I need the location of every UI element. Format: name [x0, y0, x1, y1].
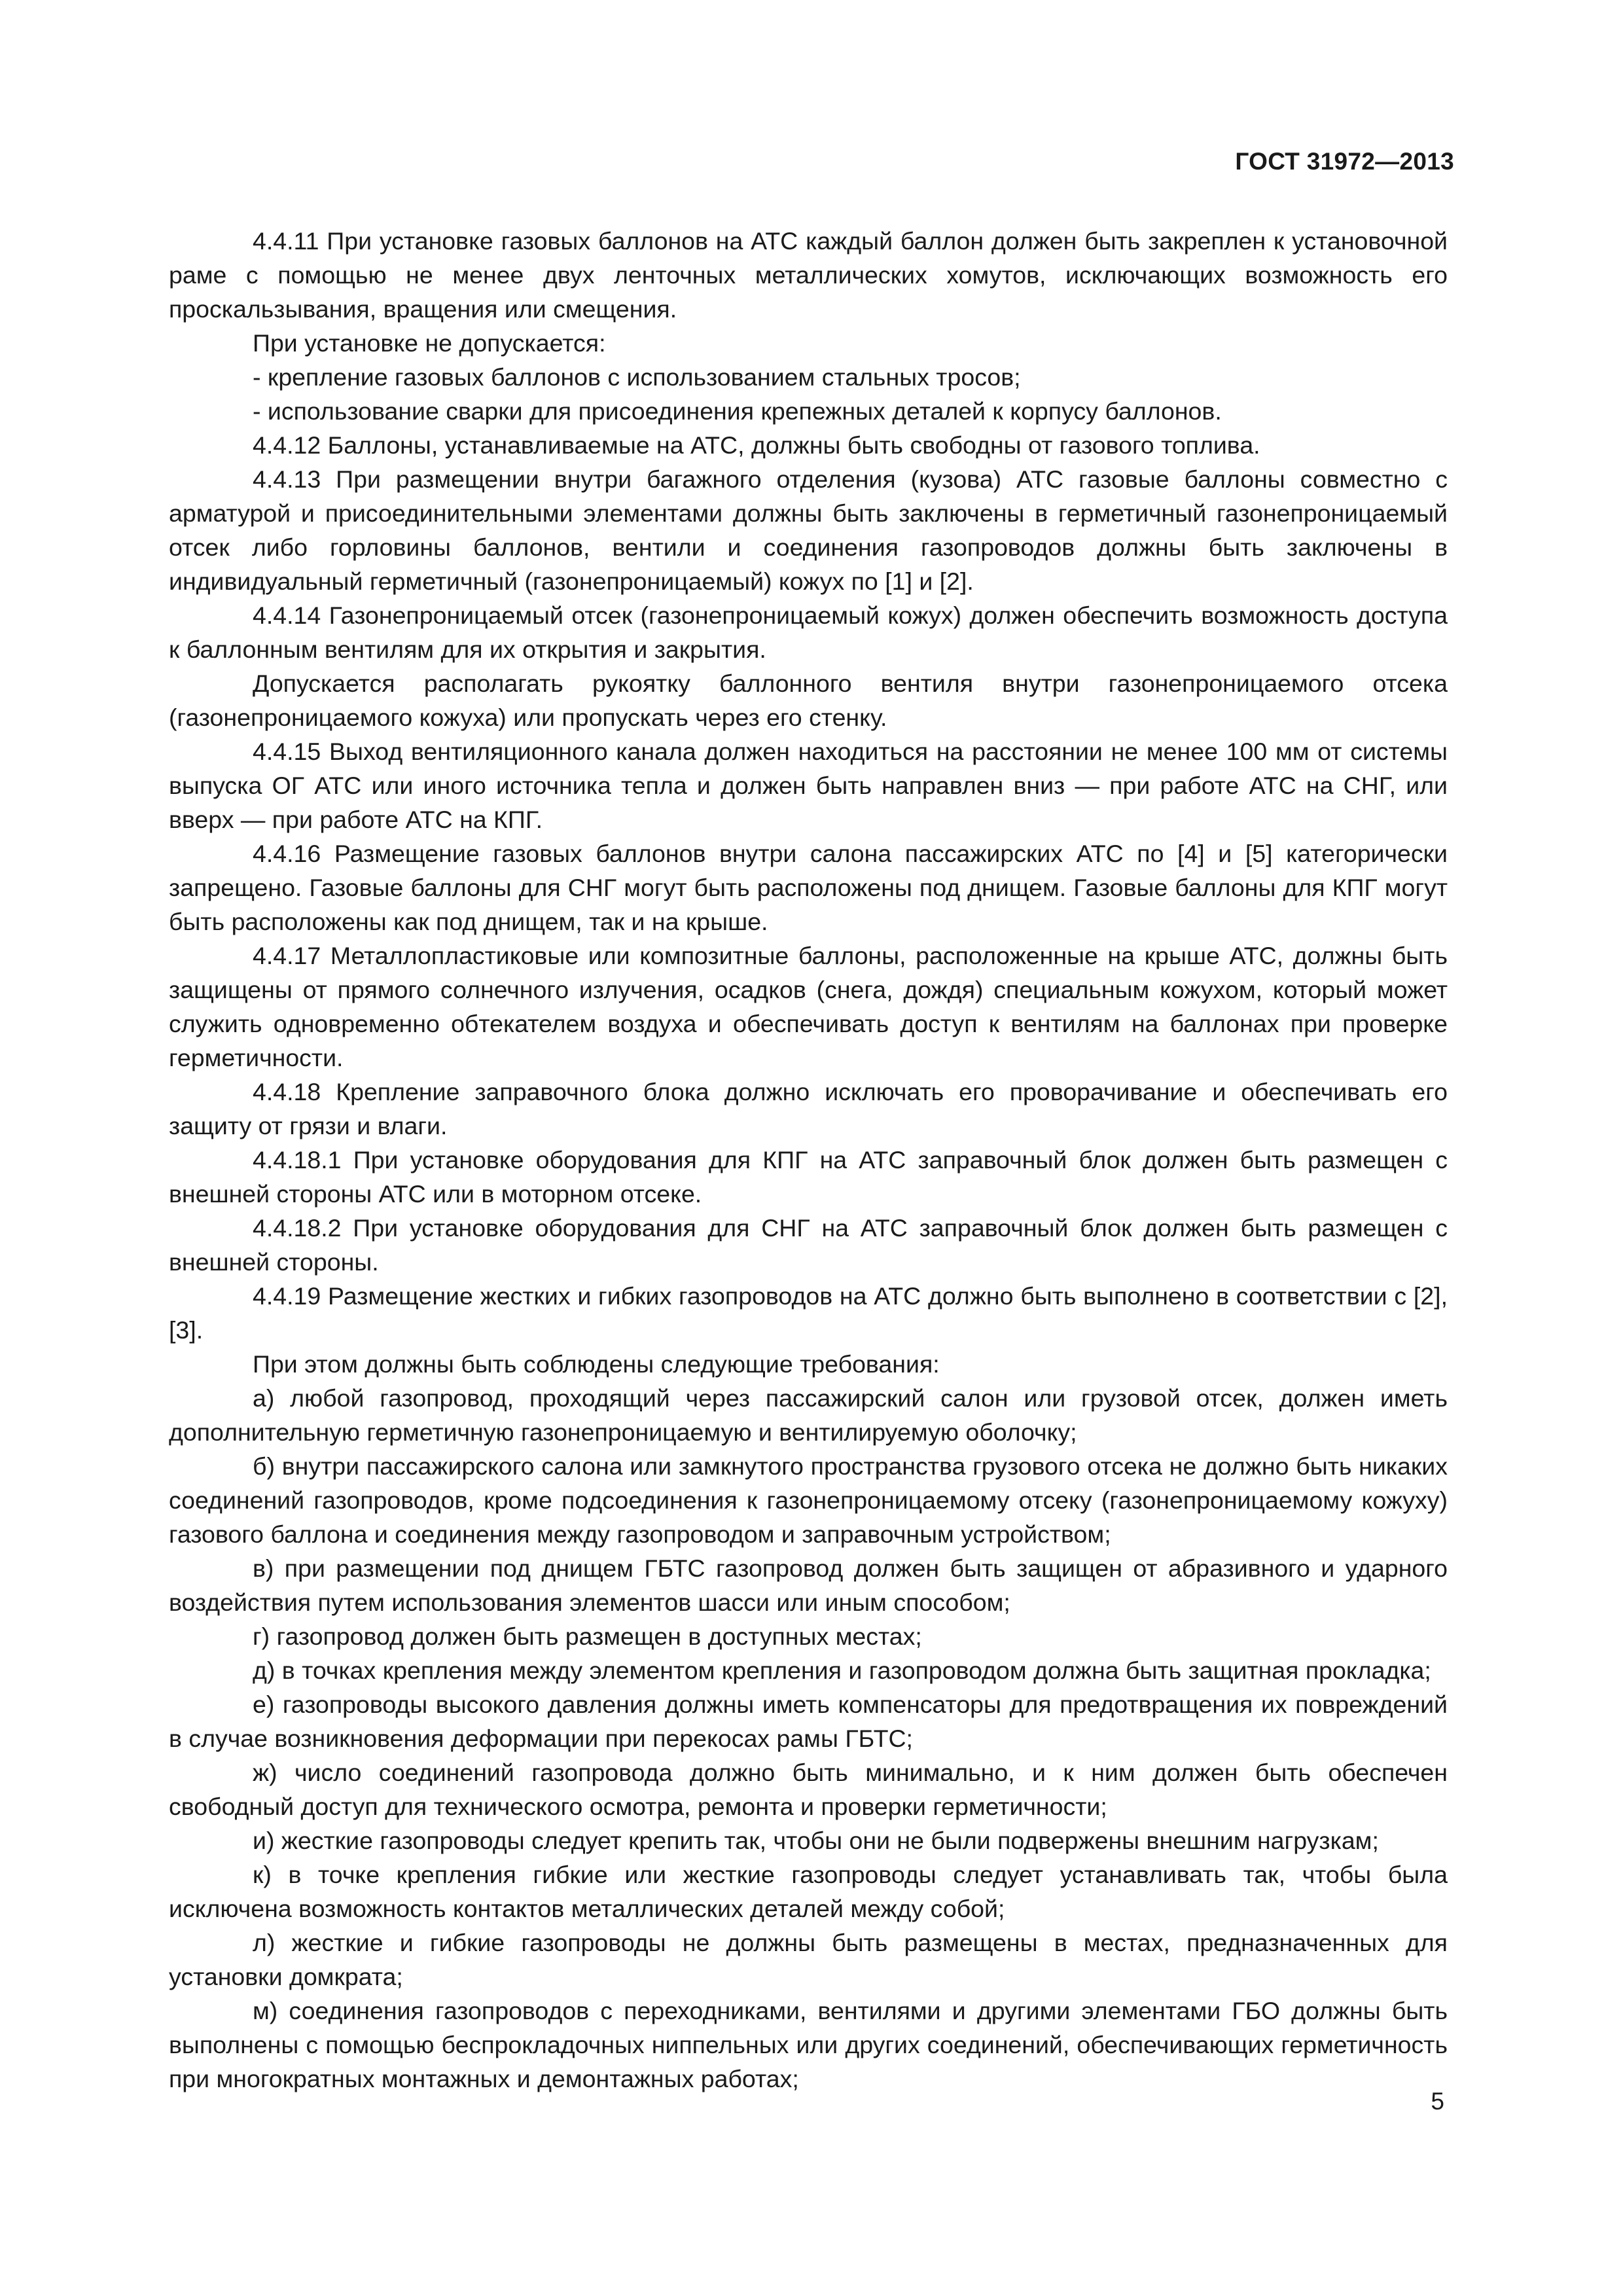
paragraph-4-4-18: 4.4.18 Крепление заправочного блока должно исключать его проворачивание и обеспечивать его защиту от грязи и влаги. — [169, 1078, 1448, 1139]
paragraph-not-allowed-intro: При установке не допускается: — [253, 329, 606, 357]
list-item-zh: ж) число соединений газопровода должно быть минимально, и к ним должен быть обеспечен свободный доступ для технического осмотра, ремонта и проверки герметичности; — [169, 1759, 1448, 1820]
paragraph-4-4-15: 4.4.15 Выход вентиляционного канала должен находиться на расстоянии не менее 100 мм от системы выпуска ОГ АТС или иного источника тепла и должен быть направлен вниз — при работе АТС на СНГ, или вверх — при работе АТС на КПГ. — [169, 738, 1448, 833]
paragraph-4-4-12: 4.4.12 Баллоны, устанавливаемые на АТС, должны быть свободны от газового топлива. — [253, 431, 1260, 459]
list-item-v: в) при размещении под днищем ГБТС газопровод должен быть защищен от абразивного и ударного воздействия путем использования элементов шасси или иным способом; — [169, 1554, 1448, 1616]
list-item-m: м) соединения газопроводов с переходниками, вентилями и другими элементами ГБО должны быть выполнены с помощью беспрокладочных ниппельных или других соединений, обеспечивающих герметичность при многократных монтажных и демонтажных работах; — [169, 1997, 1448, 2092]
paragraph-4-4-18-1: 4.4.18.1 При установке оборудования для КПГ на АТС заправочный блок должен быть размещен с внешней стороны АТС или в моторном отсеке. — [169, 1146, 1448, 1208]
paragraph-4-4-11: 4.4.11 При установке газовых баллонов на АТС каждый баллон должен быть закреплен к установочной раме с помощью не менее двух ленточных металлических хомутов, исключающих возможность его проскальзывания, вращения или смещения. — [169, 227, 1448, 323]
paragraph-4-4-17: 4.4.17 Металлопластиковые или композитные баллоны, расположенные на крыше АТС, должны быть защищены от прямого солнечного излучения, осадков (снега, дождя) специальным кожухом, который может служить одновременно обтекателем воздуха и обеспечивать доступ к вентилям на баллонах при проверке герметичности. — [169, 942, 1448, 1071]
list-item-d: д) в точках крепления между элементом крепления и газопроводом должна быть защитная прокладка; — [253, 1657, 1431, 1684]
page-number: 5 — [1431, 2088, 1444, 2115]
paragraph-4-4-19: 4.4.19 Размещение жестких и гибких газопроводов на АТС должно быть выполнено в соответствии с [2], [3]. — [169, 1282, 1448, 1344]
list-item-steel-cables: - крепление газовых баллонов с использованием стальных тросов; — [253, 363, 1021, 391]
paragraph-4-4-16: 4.4.16 Размещение газовых баллонов внутри салона пассажирских АТС по [4] и [5] категорически запрещено. Газовые баллоны для СНГ могут быть расположены под днищем. Газовые баллоны для КПГ могут быть расположены как под днищем, так и на крыше. — [169, 840, 1448, 935]
paragraph-4-4-14: 4.4.14 Газонепроницаемый отсек (газонепроницаемый кожух) должен обеспечить возможность доступа к баллонным вентилям для их открытия и закрытия. — [169, 601, 1448, 663]
list-item-l: л) жесткие и гибкие газопроводы не должны быть размещены в местах, предназначенных для установки домкрата; — [169, 1929, 1448, 1990]
list-item-i: и) жесткие газопроводы следует крепить так, чтобы они не были подвержены внешним нагрузкам; — [253, 1827, 1379, 1854]
paragraph-4-4-13: 4.4.13 При размещении внутри багажного отделения (кузова) АТС газовые баллоны совместно с арматурой и присоединительными элементами должны быть заключены в герметичный газонепроницаемый отсек либо горловины баллонов, вентили и соединения газопроводов должны быть заключены в индивидуальный герметичный (газонепроницаемый) кожух по [1] и [2]. — [169, 465, 1448, 595]
paragraph-requirements-intro: При этом должны быть соблюдены следующие требования: — [253, 1350, 940, 1378]
list-item-g: г) газопровод должен быть размещен в доступных местах; — [253, 1623, 922, 1650]
paragraph-4-4-18-2: 4.4.18.2 При установке оборудования для СНГ на АТС заправочный блок должен быть размещен с внешней стороны. — [169, 1214, 1448, 1276]
standard-number-header: ГОСТ 31972—2013 — [1235, 148, 1454, 175]
list-item-a: а) любой газопровод, проходящий через пассажирский салон или грузовой отсек, должен иметь дополнительную герметичную газонепроницаемую и вентилируемую оболочку; — [169, 1384, 1448, 1446]
list-item-k: к) в точке крепления гибкие или жесткие газопроводы следует устанавливать так, чтобы была исключена возможность контактов металлических деталей между собой; — [169, 1861, 1448, 1922]
document-body — [169, 224, 1448, 2096]
list-item-welding: - использование сварки для присоединения крепежных деталей к корпусу баллонов. — [253, 397, 1222, 425]
paragraph-valve-handle: Допускается располагать рукоятку баллонного вентиля внутри газонепроницаемого отсека (газонепроницаемого кожуха) или пропускать через его стенку. — [169, 670, 1448, 731]
list-item-e: е) газопроводы высокого давления должны иметь компенсаторы для предотвращения их повреждений в случае возникновения деформации при перекосах рамы ГБТС; — [169, 1691, 1448, 1752]
list-item-b: б) внутри пассажирского салона или замкнутого пространства грузового отсека не должно быть никаких соединений газопроводов, кроме подсоединения к газонепроницаемому отсеку (газонепроницаемому кожуху) газового баллона и соединения между газопроводом и заправочным устройством; — [169, 1452, 1448, 1548]
